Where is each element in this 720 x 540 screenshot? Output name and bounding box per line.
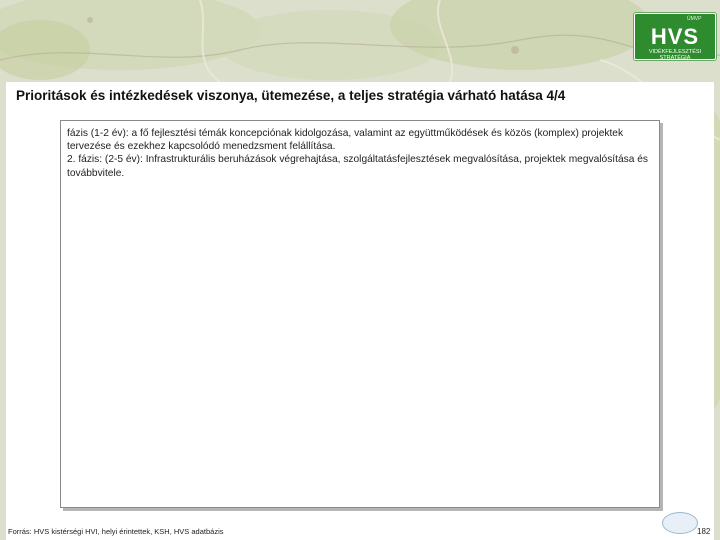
page-number: 182 <box>697 527 711 536</box>
content-text <box>67 127 653 180</box>
logo-top-text: ÚMVP <box>687 16 702 22</box>
content-paragraph-phase-2: 2. fázis: (2-5 év): Infrastrukturális beruházások végrehajtása, szolgáltatásfejlesztések megvalósítása, projektek megvalósítása és továbbvitele. <box>67 154 648 179</box>
logo-subtitle: VIDÉKFEJLESZTÉSI STRATÉGIA <box>648 49 702 61</box>
page-title: Prioritások és intézkedések viszonya, ütemezése, a teljes stratégia várható hatása 4/4 <box>16 88 566 103</box>
logo-main-text: HVS <box>650 24 700 49</box>
content-paragraph-phase-1: fázis (1-2 év): a fő fejlesztési témák koncepciónak kidolgozása, valamint az együttműködések és közös (komplex) projektek tervezése és ezekhez kapcsolódó menedzsment felállítása. <box>67 128 624 153</box>
content-box <box>60 120 660 508</box>
stamp-icon <box>662 512 698 534</box>
source-note: Forrás: HVS kistérségi HVI, helyi érintettek, KSH, HVS adatbázis <box>8 527 224 536</box>
hvs-logo <box>634 13 716 60</box>
